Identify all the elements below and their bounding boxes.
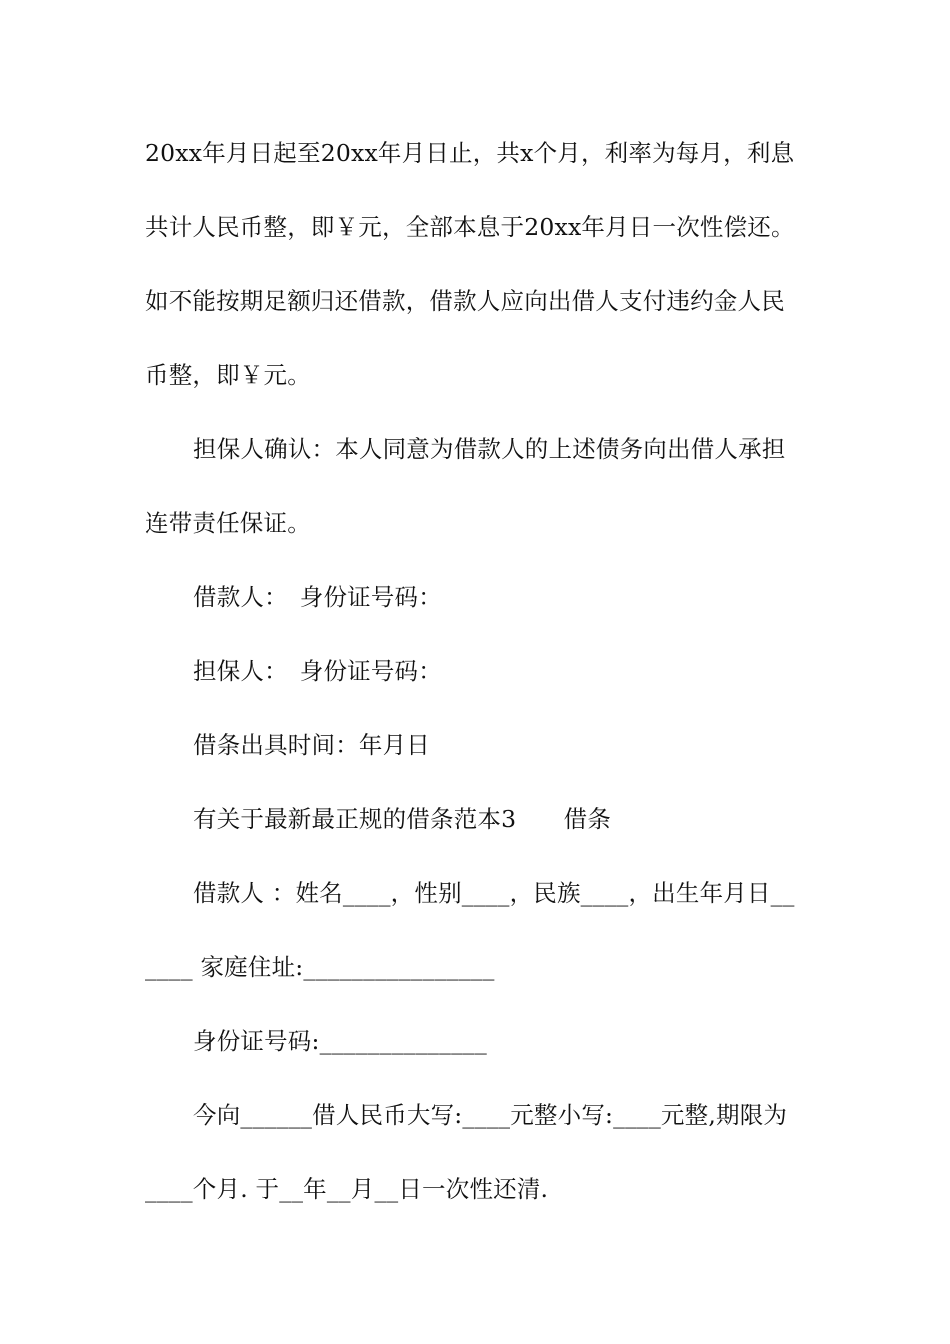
loan-amount-line-2: ____个月. 于__年__月__日一次性还清.: [145, 1175, 549, 1203]
loan-amount-line-1: 今向______借人民币大写:____元整小写:____元整,期限为: [193, 1101, 788, 1129]
issue-date-line: 借条出具时间：年月日: [193, 731, 430, 759]
borrower-id-line: 借款人： 身份证号码：: [193, 583, 442, 611]
paragraph-line-4: 币整，即￥元。: [145, 361, 311, 389]
borrower-info-line-1: 借款人 ：姓名____，性别____，民族____，出生年月日__: [193, 879, 795, 907]
guarantor-confirmation-line-1: 担保人确认：本人同意为借款人的上述债务向出借人承担: [193, 435, 786, 463]
id-number-line: 身份证号码:______________: [193, 1027, 487, 1055]
guarantor-confirmation-line-2: 连带责任保证。: [145, 509, 311, 537]
borrower-info-line-2: ____ 家庭住址:________________: [145, 953, 495, 981]
paragraph-line-3: 如不能按期足额归还借款，借款人应向出借人支付违约金人民: [145, 287, 785, 315]
section-title-line: 有关于最新最正规的借条范本3 借条: [193, 805, 612, 833]
paragraph-line-1: 20xx年月日起至20xx年月日止，共x个月，利率为每月，利息: [145, 139, 795, 167]
guarantor-id-line: 担保人： 身份证号码：: [193, 657, 442, 685]
paragraph-line-2: 共计人民币整，即￥元，全部本息于20xx年月日一次性偿还。: [145, 213, 795, 241]
